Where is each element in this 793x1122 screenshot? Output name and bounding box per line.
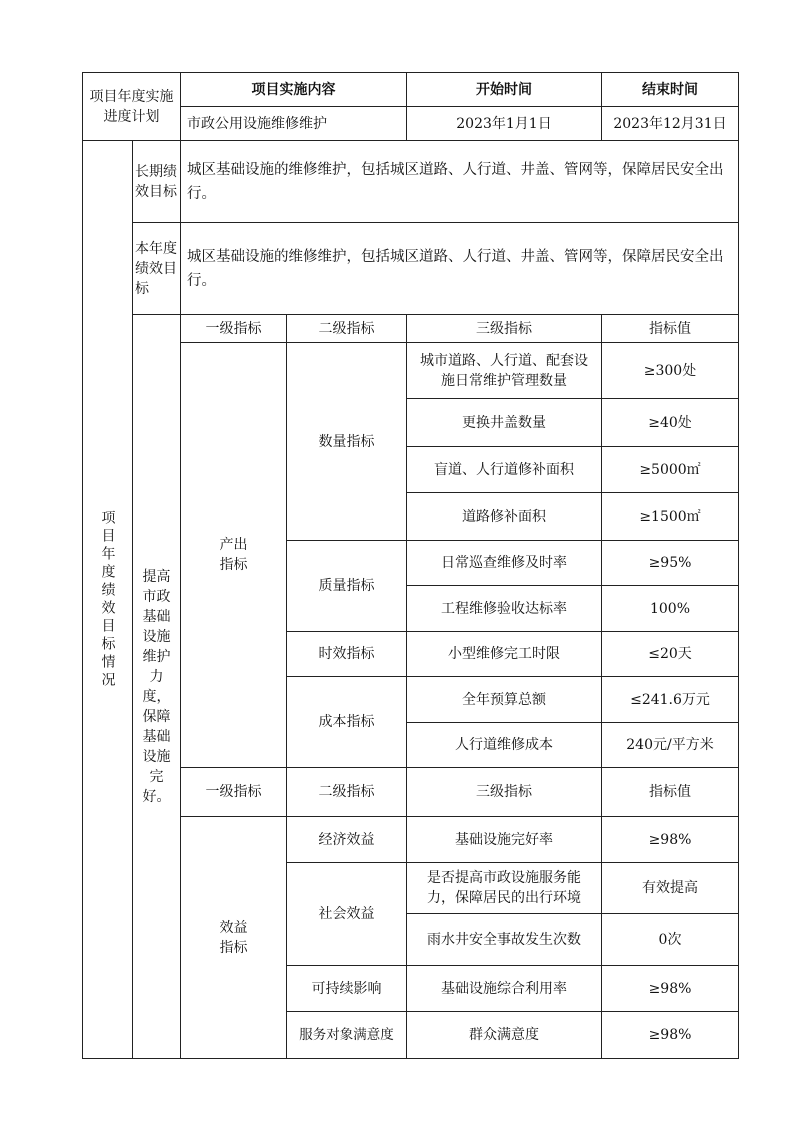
plan-label: 项目年度实施进度计划 [83, 73, 181, 141]
annual-text: 城区基础设施的维修维护，包括城区道路、人行道、井盖、管网等，保障居民安全出行。 [181, 223, 739, 315]
goals-side-label: 项目年度绩效目标情况 [83, 141, 133, 1059]
satisfaction-value: ≥98% [602, 1012, 739, 1059]
quantity-name: 道路修补面积 [407, 493, 602, 541]
economic-value: ≥98% [602, 817, 739, 863]
ind-header-level1: 一级指标 [181, 315, 287, 343]
long-term-text: 城区基础设施的维修维护，包括城区道路、人行道、井盖、管网等，保障居民安全出行。 [181, 141, 739, 223]
sustain-name: 基础设施综合利用率 [407, 966, 602, 1012]
quantity-label: 数量指标 [287, 343, 407, 541]
social-name: 雨水井安全事故发生次数 [407, 914, 602, 966]
long-term-label: 长期绩效目标 [133, 141, 181, 223]
ind-header-level3: 三级指标 [407, 315, 602, 343]
cost-name: 全年预算总额 [407, 677, 602, 723]
sustain-label: 可持续影响 [287, 966, 407, 1012]
plan-end: 2023年12月31日 [602, 107, 739, 141]
benefit-level1: 效益指标 [181, 817, 287, 1059]
quality-name: 日常巡查维修及时率 [407, 541, 602, 586]
quantity-value: ≥40处 [602, 399, 739, 447]
social-name: 是否提高市政设施服务能力，保障居民的出行环境 [407, 863, 602, 914]
quality-value: 100% [602, 586, 739, 632]
quantity-name: 城市道路、人行道、配套设施日常维护管理数量 [407, 343, 602, 399]
cost-name: 人行道维修成本 [407, 723, 602, 768]
satisfaction-name: 群众满意度 [407, 1012, 602, 1059]
cost-label: 成本指标 [287, 677, 407, 768]
satisfaction-label: 服务对象满意度 [287, 1012, 407, 1059]
quantity-value: ≥1500㎡ [602, 493, 739, 541]
plan-header-end: 结束时间 [602, 73, 739, 107]
ind-header-value: 指标值 [602, 315, 739, 343]
quantity-name: 更换井盖数量 [407, 399, 602, 447]
annual-label: 本年度绩效目标 [133, 223, 181, 315]
plan-header-start: 开始时间 [407, 73, 602, 107]
plan-content: 市政公用设施维修维护 [181, 107, 407, 141]
output-level1: 产出指标 [181, 343, 287, 768]
timeliness-name: 小型维修完工时限 [407, 632, 602, 677]
quality-name: 工程维修验收达标率 [407, 586, 602, 632]
quantity-value: ≥5000㎡ [602, 447, 739, 493]
quantity-value: ≥300处 [602, 343, 739, 399]
ind-header-level2: 二级指标 [287, 315, 407, 343]
plan-header-content: 项目实施内容 [181, 73, 407, 107]
ind-header2-level1: 一级指标 [181, 768, 287, 817]
timeliness-label: 时效指标 [287, 632, 407, 677]
ind-header2-level3: 三级指标 [407, 768, 602, 817]
timeliness-value: ≤20天 [602, 632, 739, 677]
sustain-value: ≥98% [602, 966, 739, 1012]
cost-value: ≤241.6万元 [602, 677, 739, 723]
quantity-name: 盲道、人行道修补面积 [407, 447, 602, 493]
ind-header2-value: 指标值 [602, 768, 739, 817]
quality-value: ≥95% [602, 541, 739, 586]
social-label: 社会效益 [287, 863, 407, 966]
performance-table [82, 72, 739, 1059]
ind-header2-level2: 二级指标 [287, 768, 407, 817]
economic-label: 经济效益 [287, 817, 407, 863]
goal-summary: 提高市政基础设施维护力度，保障基础设施完好。 [133, 315, 181, 1059]
social-value: 0次 [602, 914, 739, 966]
plan-start: 2023年1月1日 [407, 107, 602, 141]
cost-value: 240元/平方米 [602, 723, 739, 768]
social-value: 有效提高 [602, 863, 739, 914]
quality-label: 质量指标 [287, 541, 407, 632]
economic-name: 基础设施完好率 [407, 817, 602, 863]
